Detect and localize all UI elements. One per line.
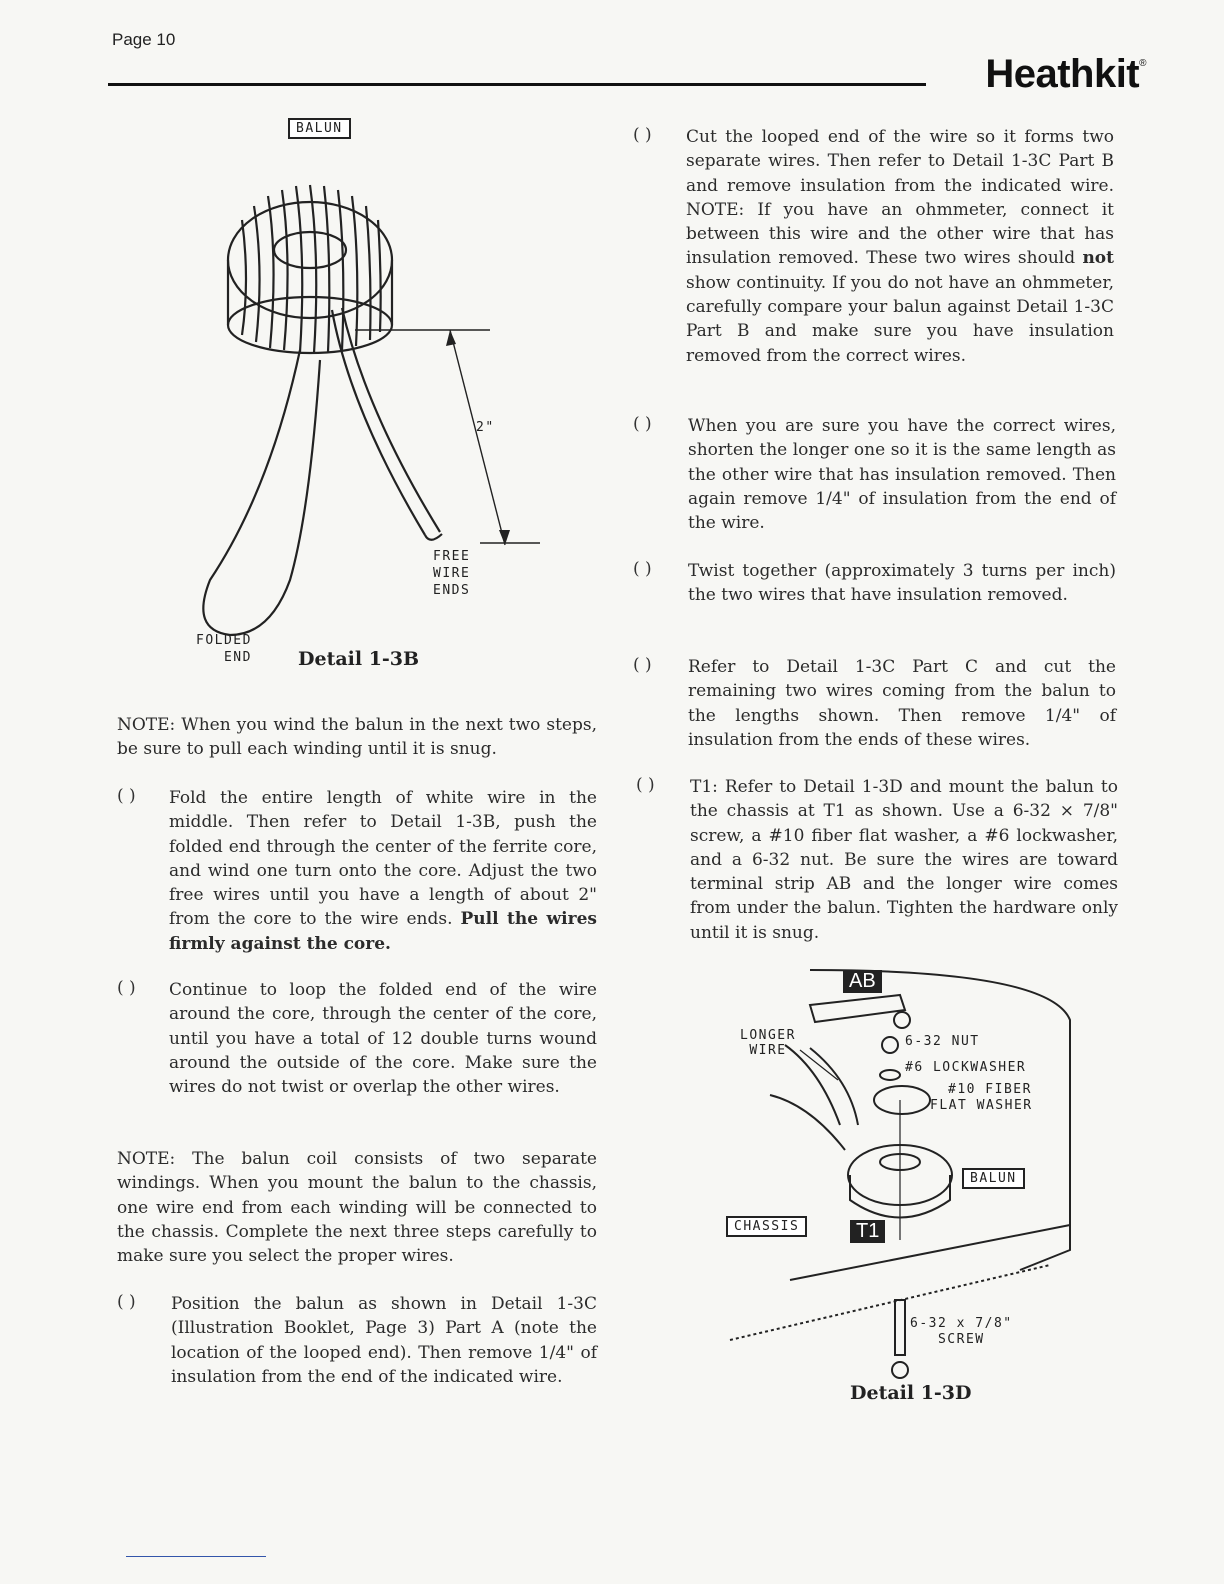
step-checkbox[interactable]: ( ) bbox=[633, 655, 652, 675]
folded-end-label: FOLDED END bbox=[196, 633, 252, 665]
step-fold-wire: Fold the entire length of white wire in the middle. Then refer to Detail 1-3B, push the folded end through the center of the ferrite core, and wind one turn onto the core. Adjust the two free wires until you have a length of about 2" from the core to the wire ends. Pull the wires firmly against the core. bbox=[169, 788, 597, 954]
brand-logo: Heathkit® bbox=[985, 52, 1146, 96]
step-checkbox[interactable]: ( ) bbox=[117, 978, 136, 998]
step-checkbox[interactable]: ( ) bbox=[633, 414, 652, 434]
step-checkbox[interactable]: ( ) bbox=[633, 559, 652, 579]
lockwasher-label: #6 LOCKWASHER bbox=[905, 1060, 1027, 1075]
detail-1-3b-caption: Detail 1-3B bbox=[298, 648, 420, 670]
detail-1-3d bbox=[690, 950, 1110, 1410]
terminal-ab-label: AB bbox=[843, 970, 882, 993]
step-shorten-wire: When you are sure you have the correct wires, shorten the longer one so it is the same length as the other wire that has insulation removed. Then again remove 1/4" of insulation from the end of the wire. bbox=[688, 416, 1116, 534]
t1-label: T1 bbox=[850, 1220, 885, 1243]
footer-rule bbox=[126, 1556, 266, 1557]
step-twist-wires: Twist together (approximately 3 turns per inch) the two wires that have insulation removed. bbox=[688, 561, 1116, 606]
step-continue-loop: Continue to loop the folded end of the wire around the core, through the center of the core, until you have a total of 12 double turns wound around the outside of the core. Make sure the wires do not twist or overlap the other wires. bbox=[169, 980, 597, 1098]
mounting-drawing bbox=[690, 950, 1110, 1410]
balun-coil-drawing bbox=[150, 110, 610, 680]
note-balun-coil: NOTE: The balun coil consists of two separate windings. When you mount the balun to the chassis, one wire end from each winding will be connected to the chassis. Complete the next three steps carefully to make sure you select the proper wires. bbox=[117, 1149, 597, 1267]
step-position-balun: Position the balun as shown in Detail 1-3C (Illustration Booklet, Page 3) Part A (note the location of the looped end). Then remove 1/4" of insulation from the end of the indicated wire. bbox=[171, 1294, 597, 1387]
fiber-washer-label: #10 FIBER FLAT WASHER bbox=[930, 1082, 1033, 1113]
page-number: Page 10 bbox=[112, 30, 176, 49]
step-mount-balun: T1: Refer to Detail 1-3D and mount the balun to the chassis at T1 as shown. Use a 6-32 × 7/8" screw, a #10 fiber flat washer, a #6 lockwasher, and a 6-32 nut. Be sure the wires are toward terminal strip AB and the longer wire comes from under the balun. Tighten the hardware only until it is snug. bbox=[690, 777, 1118, 943]
balun-label-1-3d: BALUN bbox=[962, 1168, 1025, 1189]
screw-label: 6-32 x 7/8" SCREW bbox=[910, 1316, 1013, 1347]
balun-label-1-3b: BALUN bbox=[288, 118, 351, 139]
step-checkbox[interactable]: ( ) bbox=[117, 1292, 136, 1312]
nut-label: 6-32 NUT bbox=[905, 1034, 980, 1049]
header-rule bbox=[108, 83, 926, 86]
step-checkbox[interactable]: ( ) bbox=[117, 786, 136, 806]
step-checkbox[interactable]: ( ) bbox=[633, 125, 652, 145]
free-wire-ends-label: FREE WIRE ENDS bbox=[433, 549, 471, 598]
detail-1-3b bbox=[150, 110, 610, 680]
longer-wire-label: LONGER WIRE bbox=[740, 1028, 796, 1058]
step-cut-remaining-wires: Refer to Detail 1-3C Part C and cut the remaining two wires coming from the balun to the lengths shown. Then remove 1/4" of insulation from the ends of these wires. bbox=[688, 657, 1116, 750]
detail-1-3d-caption: Detail 1-3D bbox=[850, 1382, 972, 1404]
step-checkbox[interactable]: ( ) bbox=[636, 775, 655, 795]
step-cut-looped-end: Cut the looped end of the wire so it forms two separate wires. Then refer to Detail 1-3C Part B and remove insulation from the indicated wire. NOTE: If you have an ohmmeter, connect it between this wire and the other wire that has insulation removed. These two wires should not show continuity. If you do not have an ohmmeter, carefully compare your balun against Detail 1-3C Part B and make sure you have insulation removed from the correct wires. bbox=[686, 127, 1114, 366]
note-wind-balun: NOTE: When you wind the balun in the next two steps, be sure to pull each winding until it is snug. bbox=[117, 715, 597, 760]
chassis-label: CHASSIS bbox=[726, 1216, 807, 1237]
dimension-label: 2" bbox=[476, 420, 495, 435]
